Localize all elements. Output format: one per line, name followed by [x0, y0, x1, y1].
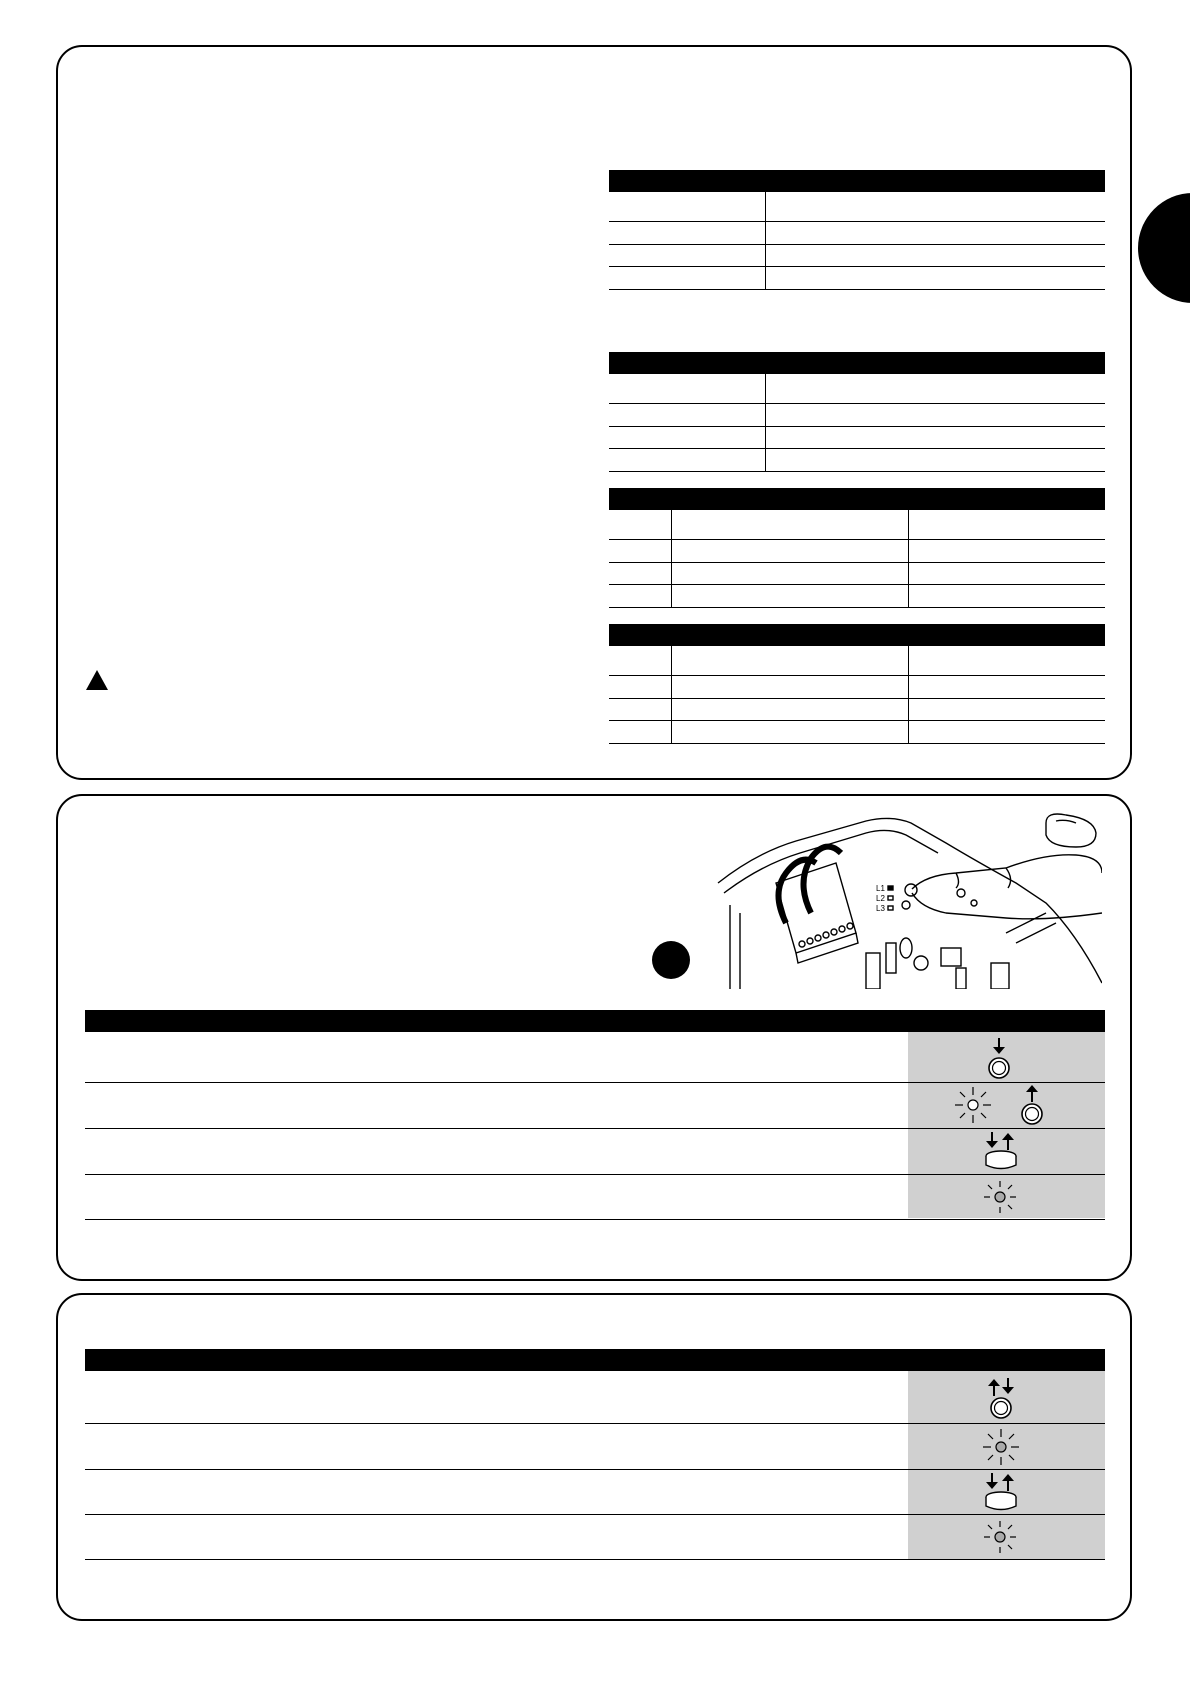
panel-top	[56, 45, 1132, 780]
table-row	[85, 1082, 1105, 1083]
led-blink-icon	[953, 1085, 993, 1125]
table-row	[609, 743, 1105, 744]
button-press-release-icon	[983, 1376, 1019, 1420]
table-4-column-divider	[908, 646, 909, 743]
table-4-header	[609, 624, 1105, 646]
led-blink-icon	[981, 1427, 1021, 1467]
table-row	[85, 1174, 1105, 1175]
table-row	[609, 289, 1105, 290]
table-row	[609, 584, 1105, 585]
procedure-table-1-header	[85, 1010, 1105, 1032]
table-row	[609, 221, 1105, 222]
table-row	[609, 426, 1105, 427]
button-press-icon	[983, 1036, 1015, 1080]
rotate-knob-icon	[981, 1130, 1021, 1174]
rotate-knob-icon	[981, 1471, 1021, 1515]
table-row	[85, 1559, 1105, 1560]
table-2-column-divider	[765, 374, 766, 471]
table-row	[609, 675, 1105, 676]
led-steady-icon	[982, 1179, 1018, 1215]
table-row	[609, 471, 1105, 472]
table-row	[609, 539, 1105, 540]
table-1-column-divider	[765, 192, 766, 289]
table-row	[85, 1128, 1105, 1129]
table-1-header	[609, 170, 1105, 192]
table-row	[609, 562, 1105, 563]
button-release-icon	[1016, 1082, 1048, 1126]
table-row	[609, 403, 1105, 404]
table-row	[609, 448, 1105, 449]
table-row	[85, 1469, 1105, 1470]
warning-icon	[86, 670, 108, 690]
table-row	[609, 266, 1105, 267]
table-4-column-divider	[671, 646, 672, 743]
pcb-illustration	[716, 813, 1102, 989]
svg-text:L1: L1	[876, 884, 885, 893]
table-row	[85, 1219, 1105, 1220]
step-bullet-icon	[652, 941, 690, 979]
table-row	[609, 720, 1105, 721]
section-tab-marker	[1138, 193, 1190, 303]
table-row	[609, 698, 1105, 699]
table-2-header	[609, 352, 1105, 374]
procedure-table-2-header	[85, 1349, 1105, 1371]
table-row	[85, 1423, 1105, 1424]
svg-text:L3: L3	[876, 904, 885, 913]
table-row	[609, 607, 1105, 608]
table-row	[85, 1514, 1105, 1515]
table-row	[609, 244, 1105, 245]
led-steady-icon	[982, 1519, 1018, 1555]
table-3-column-divider	[908, 510, 909, 607]
table-3-column-divider	[671, 510, 672, 607]
svg-text:L2: L2	[876, 894, 885, 903]
table-3-header	[609, 488, 1105, 510]
